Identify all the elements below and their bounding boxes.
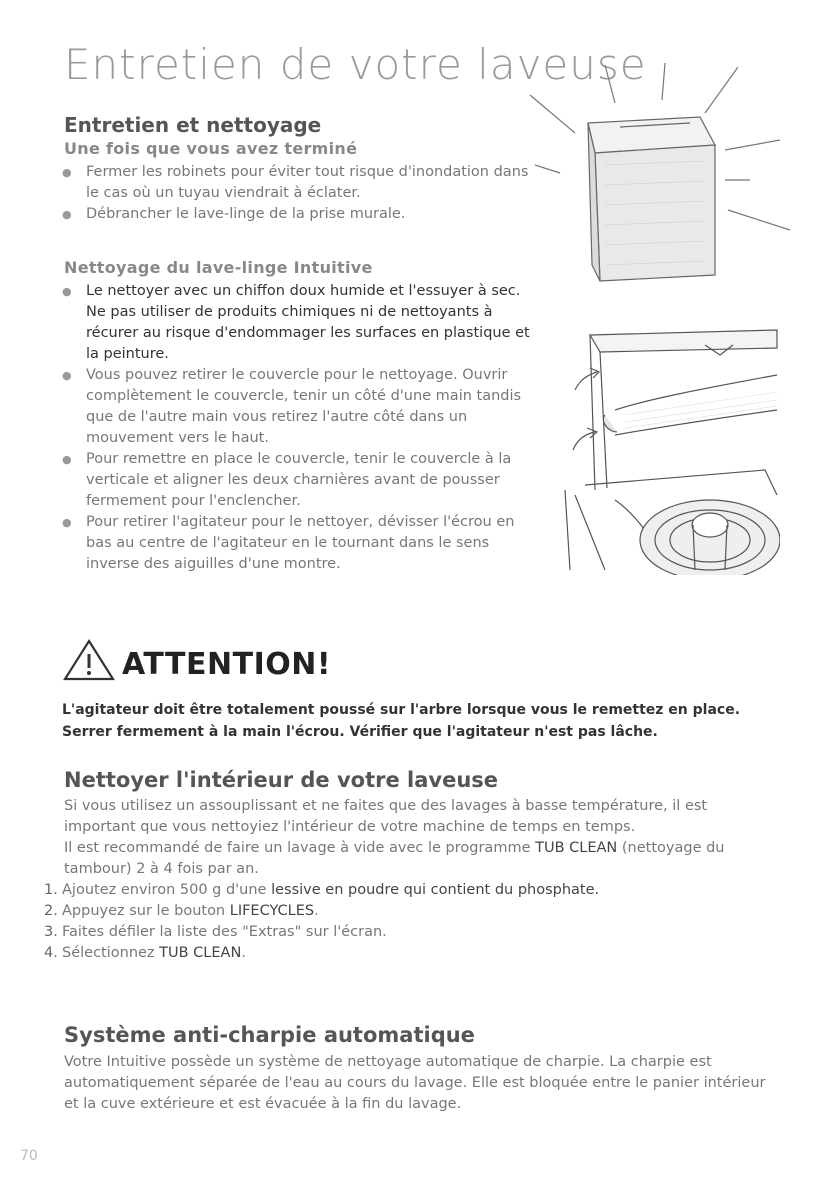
bullet-icon: ●	[62, 166, 72, 179]
subheading-when-finished: Une fois que vous avez terminé	[64, 139, 358, 158]
warning-text: L'agitateur doit être totalement poussé sur l'arbre lorsque vous le remettez en place. Serrer fermement à la main l'écrou. Vérifier que l'agitateur n'est pas lâche.	[62, 702, 741, 740]
bullet-icon: ●	[62, 369, 72, 382]
washer-illustration	[500, 55, 800, 295]
section-interior-heading: Nettoyer l'intérieur de votre laveuse	[64, 768, 499, 792]
page-number: 70	[20, 1148, 38, 1164]
list-item: ● Débrancher le lave-linge de la prise murale.	[62, 204, 532, 225]
list-item: ● Pour retirer l'agitateur pour le nettoyer, dévisser l'écrou en bas au centre de l'agitateur en le tournant dans le sens inverse des aiguilles d'une montre.	[62, 514, 515, 572]
interior-paragraph-2: Il est recommandé de faire un lavage à vide avec le programme TUB CLEAN (nettoyage du tambour) 2 à 4 fois par an.	[64, 840, 725, 877]
bullet-icon: ●	[62, 285, 72, 298]
list-item: 3. Faites défiler la liste des "Extras" sur l'écran.	[44, 924, 387, 940]
attention-label: ATTENTION!	[122, 647, 332, 682]
list-item: ● Le nettoyer avec un chiffon doux humide et l'essuyer à sec. Ne pas utiliser de produits chimiques ni de nettoyants à récurer au risque d'endommager les surfaces en plastique et la peinture.	[62, 283, 530, 362]
bullet-icon: ●	[62, 516, 72, 529]
lint-paragraph: Votre Intuitive possède un système de nettoyage automatique de charpie. La charpie est automatiquement séparée de l'eau au cours du lavage. Elle est bloquée entre le panier intérieur et la cuve extérieure et est évacuée à la fin du lavage.	[64, 1054, 766, 1112]
section-lint-heading: Système anti-charpie automatique	[64, 1023, 475, 1047]
interior-paragraph-1: Si vous utilisez un assouplissant et ne faites que des lavages à basse température, il est important que vous nettoyiez l'intérieur de votre machine de temps en temps.	[64, 798, 708, 835]
bullet-icon: ●	[62, 453, 72, 466]
list-item: 2. Appuyez sur le bouton LIFECYCLES.	[44, 903, 319, 919]
list-item: ● Fermer les robinets pour éviter tout risque d'inondation dans le cas où un tuyau viendrait à éclater.	[62, 164, 529, 201]
section-care-heading: Entretien et nettoyage	[64, 113, 322, 137]
list-item: ● Vous pouvez retirer le couvercle pour le nettoyage. Ouvrir complètement le couvercle, tenir un côté d'une main tandis que de l'autre main vous retirez l'autre côté dans un mouvement vers le haut.	[62, 367, 522, 446]
subheading-cleaning: Nettoyage du lave-linge Intuitive	[64, 258, 373, 277]
page-title: Entretien de votre laveuse	[64, 40, 647, 89]
list-item: 1. Ajoutez environ 500 g d'une lessive en poudre qui contient du phosphate.	[44, 882, 600, 898]
tub-clean-steps	[44, 880, 764, 964]
cleaning-list	[62, 281, 537, 575]
lid-removal-illustration	[555, 320, 780, 575]
list-item: ● Pour remettre en place le couvercle, tenir le couvercle à la verticale et aligner les deux charnières avant de pousser fermement pour l'enclencher.	[62, 451, 512, 509]
when-finished-list	[62, 162, 532, 225]
warning-triangle-icon	[62, 638, 116, 682]
list-item: 4. Sélectionnez TUB CLEAN.	[44, 945, 246, 961]
bullet-icon: ●	[62, 208, 72, 221]
attention-banner	[62, 638, 331, 682]
